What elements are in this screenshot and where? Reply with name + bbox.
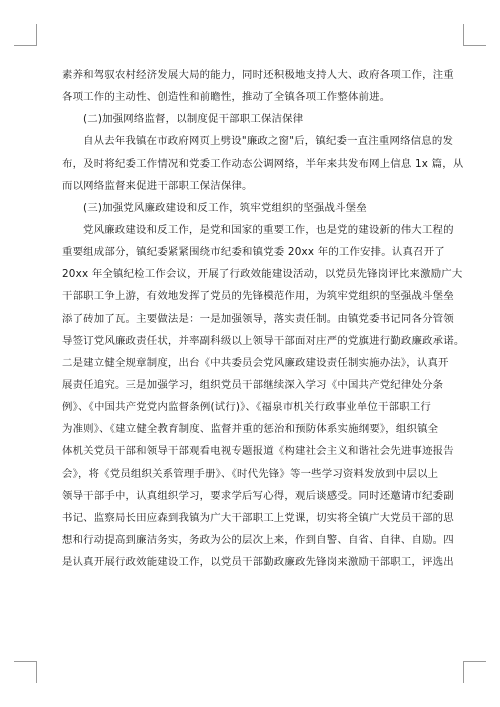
text-line: 各项工作的主动性、创造性和前瞻性，推动了全镇各项工作整体前进。 [62, 91, 391, 104]
text-line: 导签订党风廉政责任状，并率副科级以上领导干部面对庄严的党旗进行勤政廉政承诺。 [62, 334, 465, 347]
text-line: 二是建立健全规章制度，出台《中共委员会党风廉政建设责任制实施办法》，认真开 [62, 356, 449, 369]
text-line: 领导干部手中，认真组织学习，要求学后写心得，观后谈感受。同时还邀请市纪委副 [62, 489, 454, 502]
document-body [62, 64, 465, 573]
text-line: 例》、《中国共产党党内监督条例(试行)》、《福泉市机关行政事业单位干部职工行 [62, 401, 431, 414]
section-heading: (三)加强党风廉政建设和反工作，筑牢党组织的坚强战斗堡垒 [83, 201, 367, 214]
crop-mark-bottom-right-vertical [463, 661, 464, 683]
text-line: 20xx 年全镇纪检工作会议，开展了行政效能建设活动，以党员先锋岗评比来激励广大 [62, 268, 463, 281]
section-heading: (二)加强网络监督，以制度促干部职工保洁保律 [83, 113, 304, 126]
text-line: 会》，将《党员组织关系管理手册》、《时代先锋》等一些学习资料发放到中层以上 [62, 467, 439, 480]
text-line: 体机关党员干部和领导干部观看电视专题报道《构建社会主义和谐社会先进事迹报告 [62, 445, 454, 458]
text-line: 自从去年我镇在市政府网页上劈设"廉政之窗"后，镇纪委一直注重网络信息的发 [83, 135, 454, 148]
text-line: 添了砖加了瓦。主要做法是：一是加强领导，落实责任制。由镇党委书记同各分管领 [62, 312, 454, 325]
text-line: 是认真开展行政效能建设工作，以党员干部勤政廉政先锋岗来激励干部职工，评选出 [62, 556, 454, 569]
text-line: 书记、监察局长田应森到我镇为广大干部职工上党课，切实将全镇广大党员干部的思 [62, 511, 454, 524]
text-line: 布，及时将纪委工作情况和党委工作动态公调网络，半年来共发布网上信息 1x 篇，从 [62, 157, 464, 170]
text-line: 为准则》、《建立健全教育制度、监督并重的惩治和预防体系实施纲要》，组织镇全 [62, 423, 439, 436]
crop-mark-bottom-left-horizontal [14, 661, 36, 662]
text-line: 想和行动提高到廉洁务实，务政为公的层次上来，作到自警、自省、自律、自励。四 [62, 533, 454, 546]
text-line: 展责任追究。三是加强学习，组织党员干部继续深入学习《中国共产党纪律处分条 [62, 378, 444, 391]
text-line: 重要组成部分，镇纪委紧紧围绕市纪委和镇党委 20xx 年的工作安排。认真召开了 [62, 246, 445, 259]
text-line: 素养和驾驭农村经济发展大局的能力，同时还积极地支持人大、政府各项工作，注重 [62, 69, 454, 81]
crop-mark-top-left-vertical [36, 24, 37, 46]
crop-mark-top-right-horizontal [464, 45, 486, 46]
crop-mark-top-right-vertical [463, 24, 464, 46]
crop-mark-bottom-right-horizontal [464, 661, 486, 662]
crop-mark-bottom-left-vertical [36, 661, 37, 683]
text-line: 党风廉政建设和反工作，是党和国家的重要工作，也是党的建设新的伟大工程的 [83, 223, 454, 236]
text-line: 干部职工争上游，有效地发挥了党员的先锋模范作用，为筑牢党组织的坚强战斗堡垒 [62, 290, 454, 303]
text-line: 而以网络监督来促进干部职工保洁保律。 [62, 179, 253, 192]
crop-mark-top-left-horizontal [14, 45, 36, 46]
